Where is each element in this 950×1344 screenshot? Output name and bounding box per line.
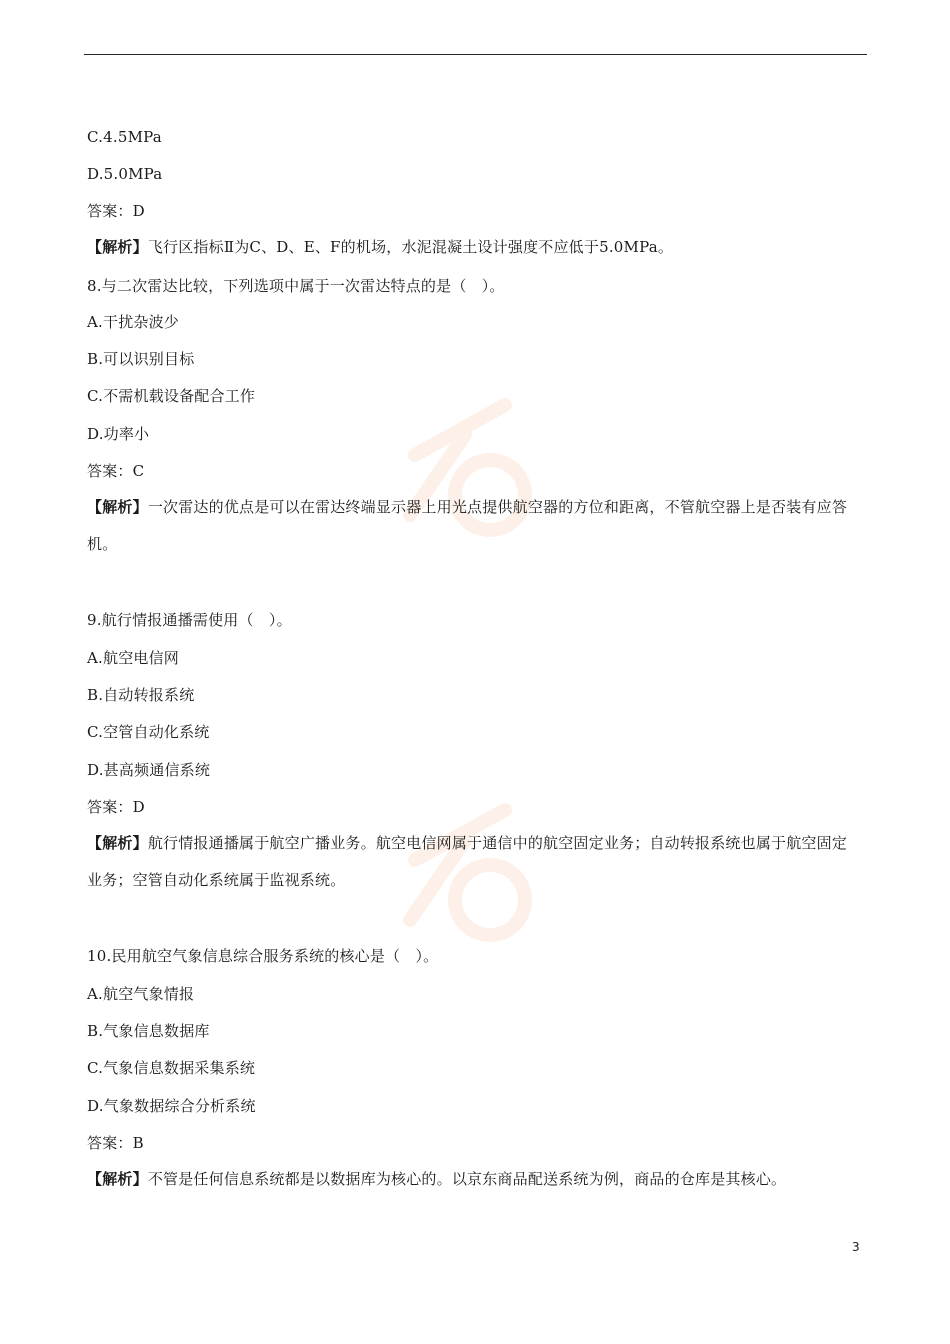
question-8-option-d: D.功率小 xyxy=(87,425,150,443)
header-rule xyxy=(84,54,867,55)
option-d: D.5.0MPa xyxy=(87,165,163,183)
answer: 答案：D xyxy=(87,202,145,220)
question-10-option-b: B.气象信息数据库 xyxy=(87,1022,210,1040)
explanation-tag: 【解析】 xyxy=(87,498,148,516)
question-9-answer: 答案：D xyxy=(87,798,145,816)
question-10-stem: 10.民用航空气象信息综合服务系统的核心是（ ）。 xyxy=(87,947,439,965)
explanation-text: 一次雷达的优点是可以在雷达终端显示器上用光点提供航空器的方位和距离，不管航空器上是否装有应答机。 xyxy=(87,498,848,553)
explanation-tag: 【解析】 xyxy=(87,238,148,256)
question-8-option-a: A.干扰杂波少 xyxy=(87,313,180,331)
page-number: 3 xyxy=(852,1240,860,1254)
question-8-option-b: B.可以识别目标 xyxy=(87,350,195,368)
question-9-stem: 9.航行情报通播需使用（ ）。 xyxy=(87,611,292,629)
question-8-stem: 8.与二次雷达比较，下列选项中属于一次雷达特点的是（ ）。 xyxy=(87,277,505,295)
explanation-text: 航行情报通播属于航空广播业务。航空电信网属于通信中的航空固定业务；自动转报系统也属于航空固定业务；空管自动化系统属于监视系统。 xyxy=(87,834,848,889)
option-c: C.4.5MPa xyxy=(87,128,162,146)
explanation-text: 不管是任何信息系统都是以数据库为核心的。以京东商品配送系统为例，商品的仓库是其核心。 xyxy=(147,1170,787,1188)
question-8-option-c: C.不需机载设备配合工作 xyxy=(87,387,256,405)
explanation-tag: 【解析】 xyxy=(87,1170,148,1188)
question-9-option-d: D.甚高频通信系统 xyxy=(87,761,211,779)
question-8-answer: 答案：C xyxy=(87,462,145,480)
question-10-explanation xyxy=(87,1161,862,1198)
question-9-explanation xyxy=(87,825,862,899)
question-9-option-b: B.自动转报系统 xyxy=(87,686,195,704)
question-9-option-a: A.航空电信网 xyxy=(87,649,180,667)
question-10-option-d: D.气象数据综合分析系统 xyxy=(87,1097,256,1115)
question-10-answer: 答案：B xyxy=(87,1134,144,1152)
question-9-option-c: C.空管自动化系统 xyxy=(87,723,210,741)
explanation-tag: 【解析】 xyxy=(87,834,148,852)
question-8-explanation xyxy=(87,489,862,563)
explanation xyxy=(87,229,862,266)
question-10-option-a: A.航空气象情报 xyxy=(87,985,195,1003)
explanation-text: 飞行区指标Ⅱ为C、D、E、F的机场，水泥混凝土设计强度不应低于5.0MPa。 xyxy=(147,238,674,256)
question-10-option-c: C.气象信息数据采集系统 xyxy=(87,1059,256,1077)
